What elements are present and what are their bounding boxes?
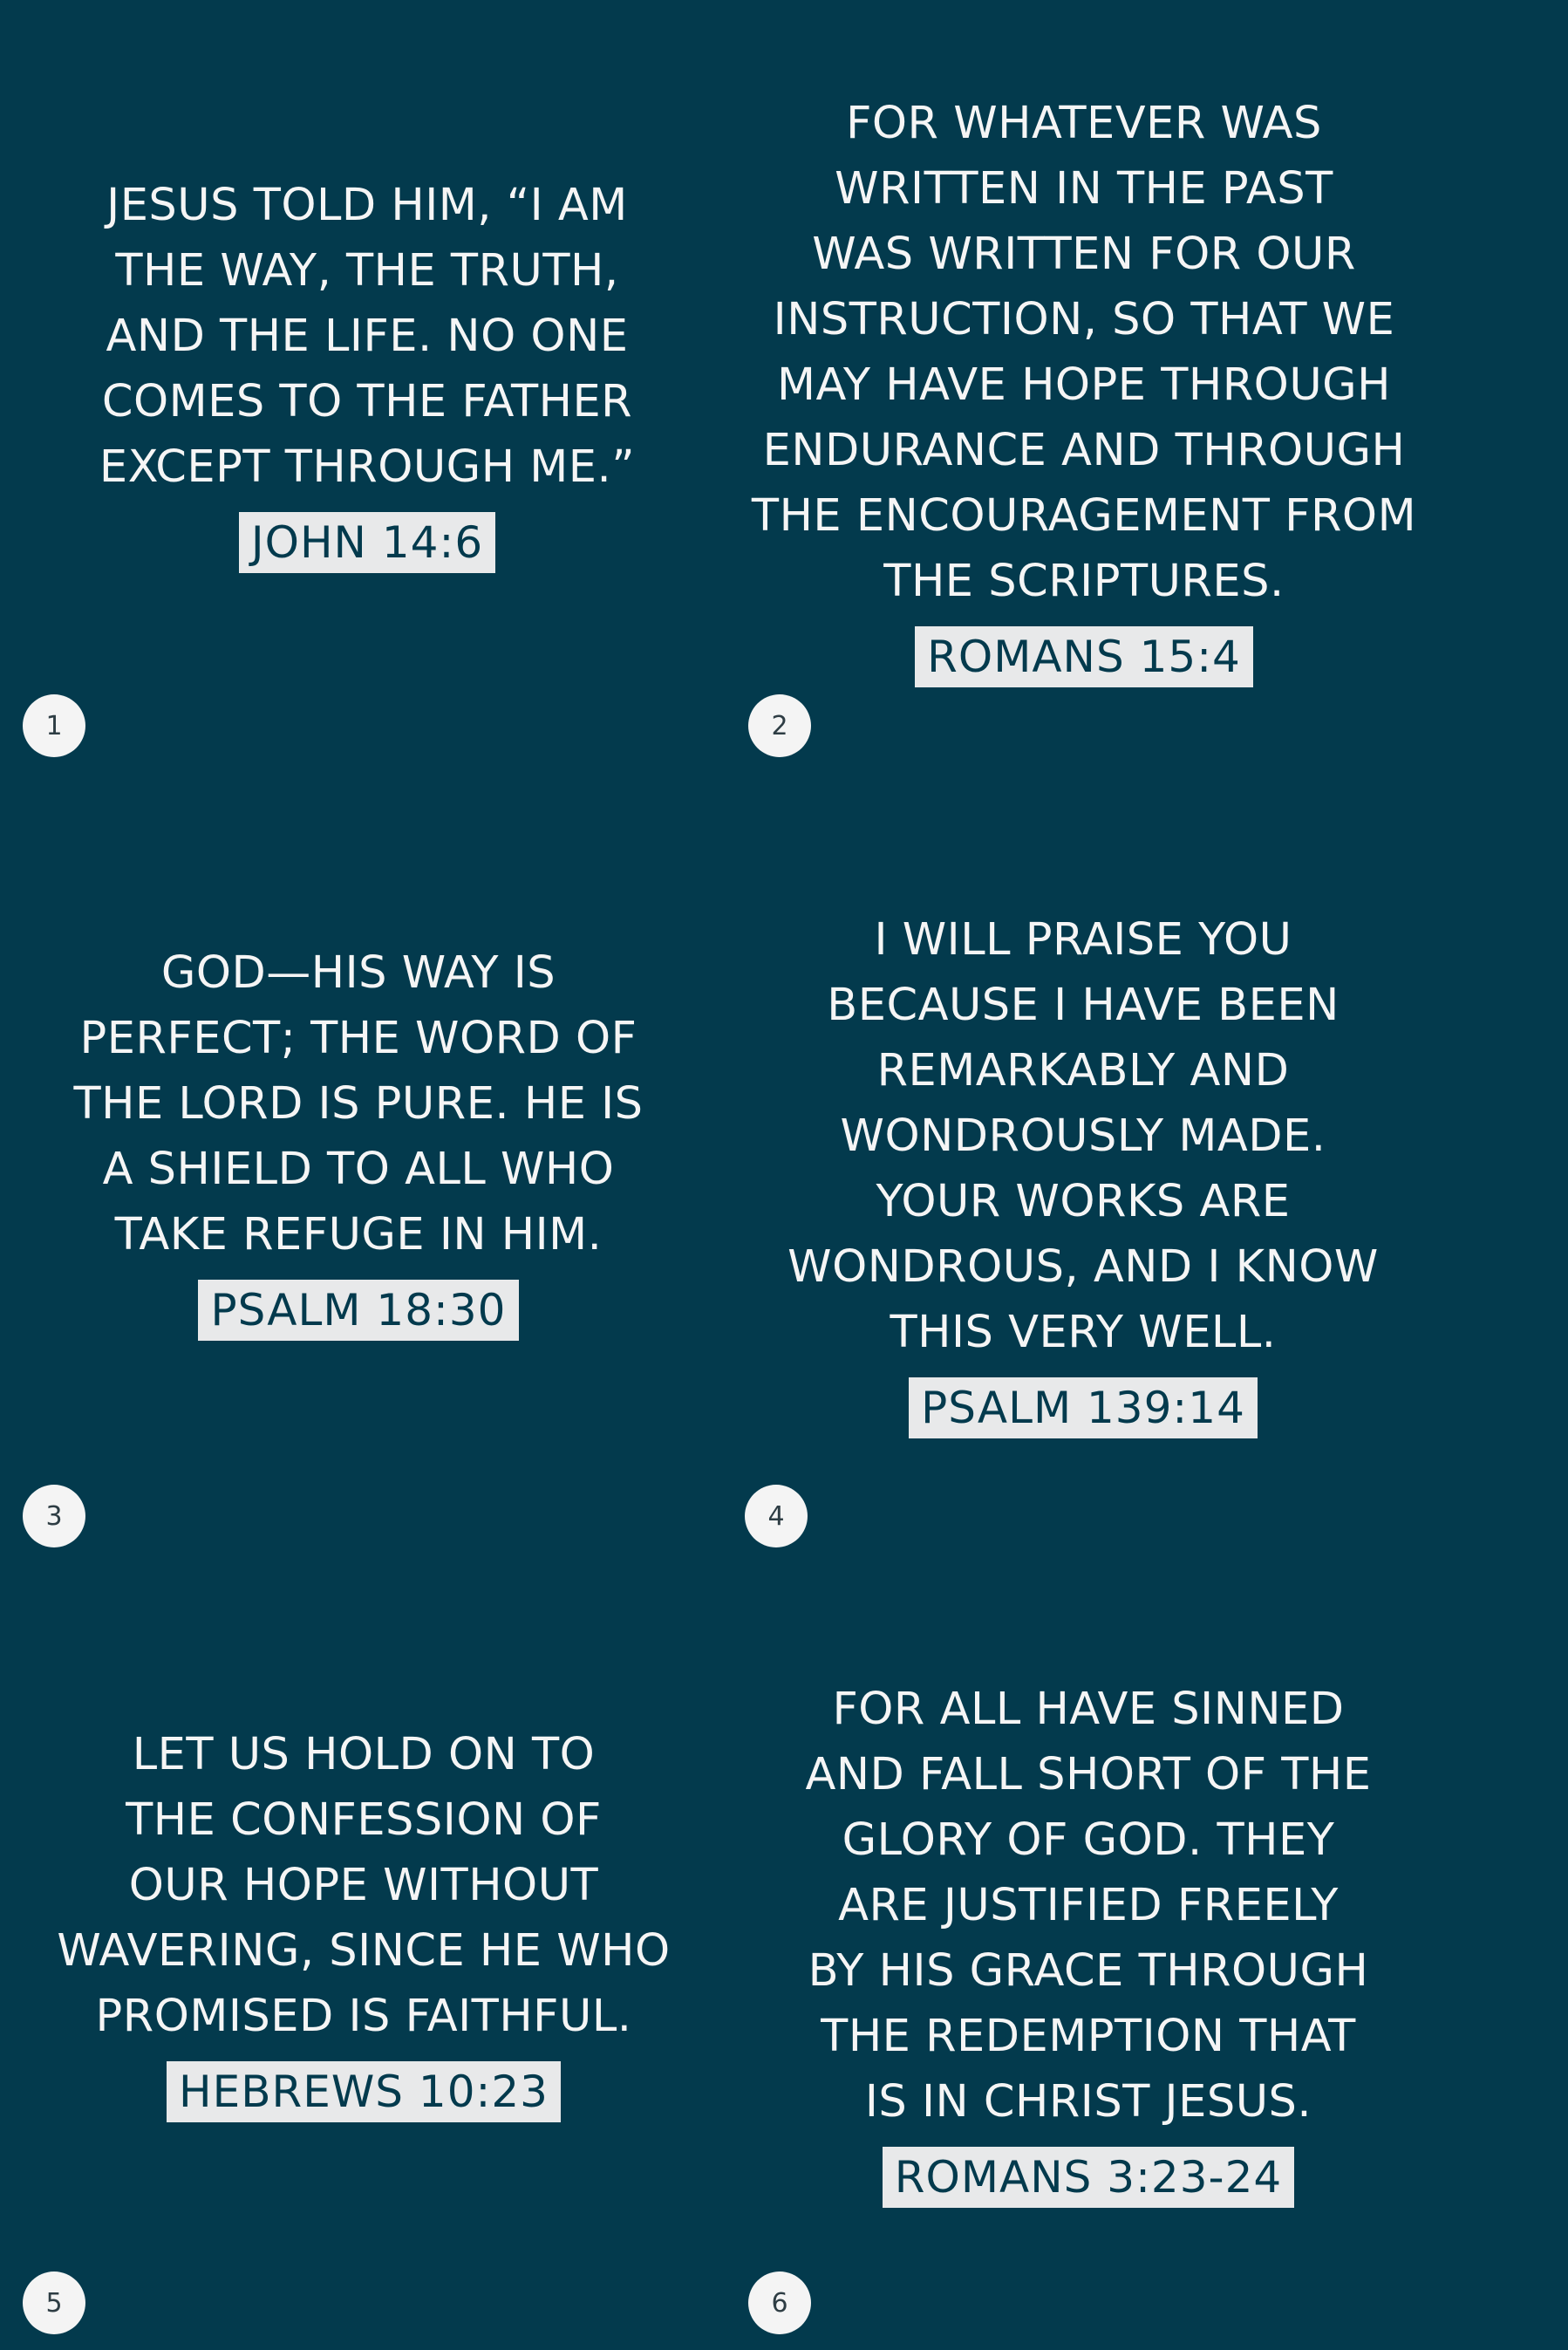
verse-reference: PSALM 139:14 [909, 1377, 1258, 1438]
verse-text: FOR ALL HAVE SINNED AND FALL SHORT OF THE GLORY OF GOD. THEY ARE JUSTIFIED FREELY BY HIS GRACE THROUGH THE REDEMPTION THAT IS IN CHRIST JESUS. [805, 1684, 1372, 2128]
verse-text: FOR WHATEVER WAS WRITTEN IN THE PAST WAS WRITTEN FOR OUR INSTRUCTION, SO THAT WE MAY HAVE HOPE THROUGH ENDURANCE AND THROUGH THE ENCOURAGEMENT FROM THE SCRIPTURES. [751, 98, 1417, 607]
verse-reference: PSALM 18:30 [198, 1280, 518, 1341]
verse-card-6 [726, 1677, 1450, 2208]
verse-reference: JOHN 14:6 [239, 512, 495, 573]
card-number-badge: 1 [23, 694, 85, 757]
verse-card-2 [722, 91, 1446, 687]
card-number-badge: 3 [23, 1485, 85, 1547]
verse-reference: ROMANS 3:23-24 [883, 2147, 1294, 2208]
verse-text: LET US HOLD ON TO THE CONFESSION OF OUR HOPE WITHOUT WAVERING, SINCE HE WHO PROMISED IS FAITHFUL. [57, 1729, 671, 2042]
verse-card-4 [721, 907, 1445, 1438]
verse-reference: ROMANS 15:4 [915, 626, 1253, 687]
card-number-badge: 5 [23, 2271, 85, 2334]
verse-text: JESUS TOLD HIM, “I AM THE WAY, THE TRUTH, AND THE LIFE. NO ONE COMES TO THE FATHER EXCEPT THROUGH ME.” [99, 180, 636, 493]
verse-text: GOD—HIS WAY IS PERFECT; THE WORD OF THE LORD IS PURE. HE IS A SHIELD TO ALL WHO TAKE REFUGE IN HIM. [73, 947, 644, 1260]
verse-card-3 [0, 940, 720, 1341]
card-number-badge: 6 [748, 2271, 811, 2334]
verse-reference: HEBREWS 10:23 [167, 2061, 561, 2122]
card-number-badge: 2 [748, 694, 811, 757]
card-number-badge: 4 [745, 1485, 808, 1547]
verse-card-5 [2, 1722, 726, 2122]
verse-text: I WILL PRAISE YOU BECAUSE I HAVE BEEN REMARKABLY AND WONDROUSLY MADE. YOUR WORKS ARE WONDROUS, AND I KNOW THIS VERY WELL. [787, 914, 1379, 1358]
verse-card-1 [5, 173, 729, 573]
